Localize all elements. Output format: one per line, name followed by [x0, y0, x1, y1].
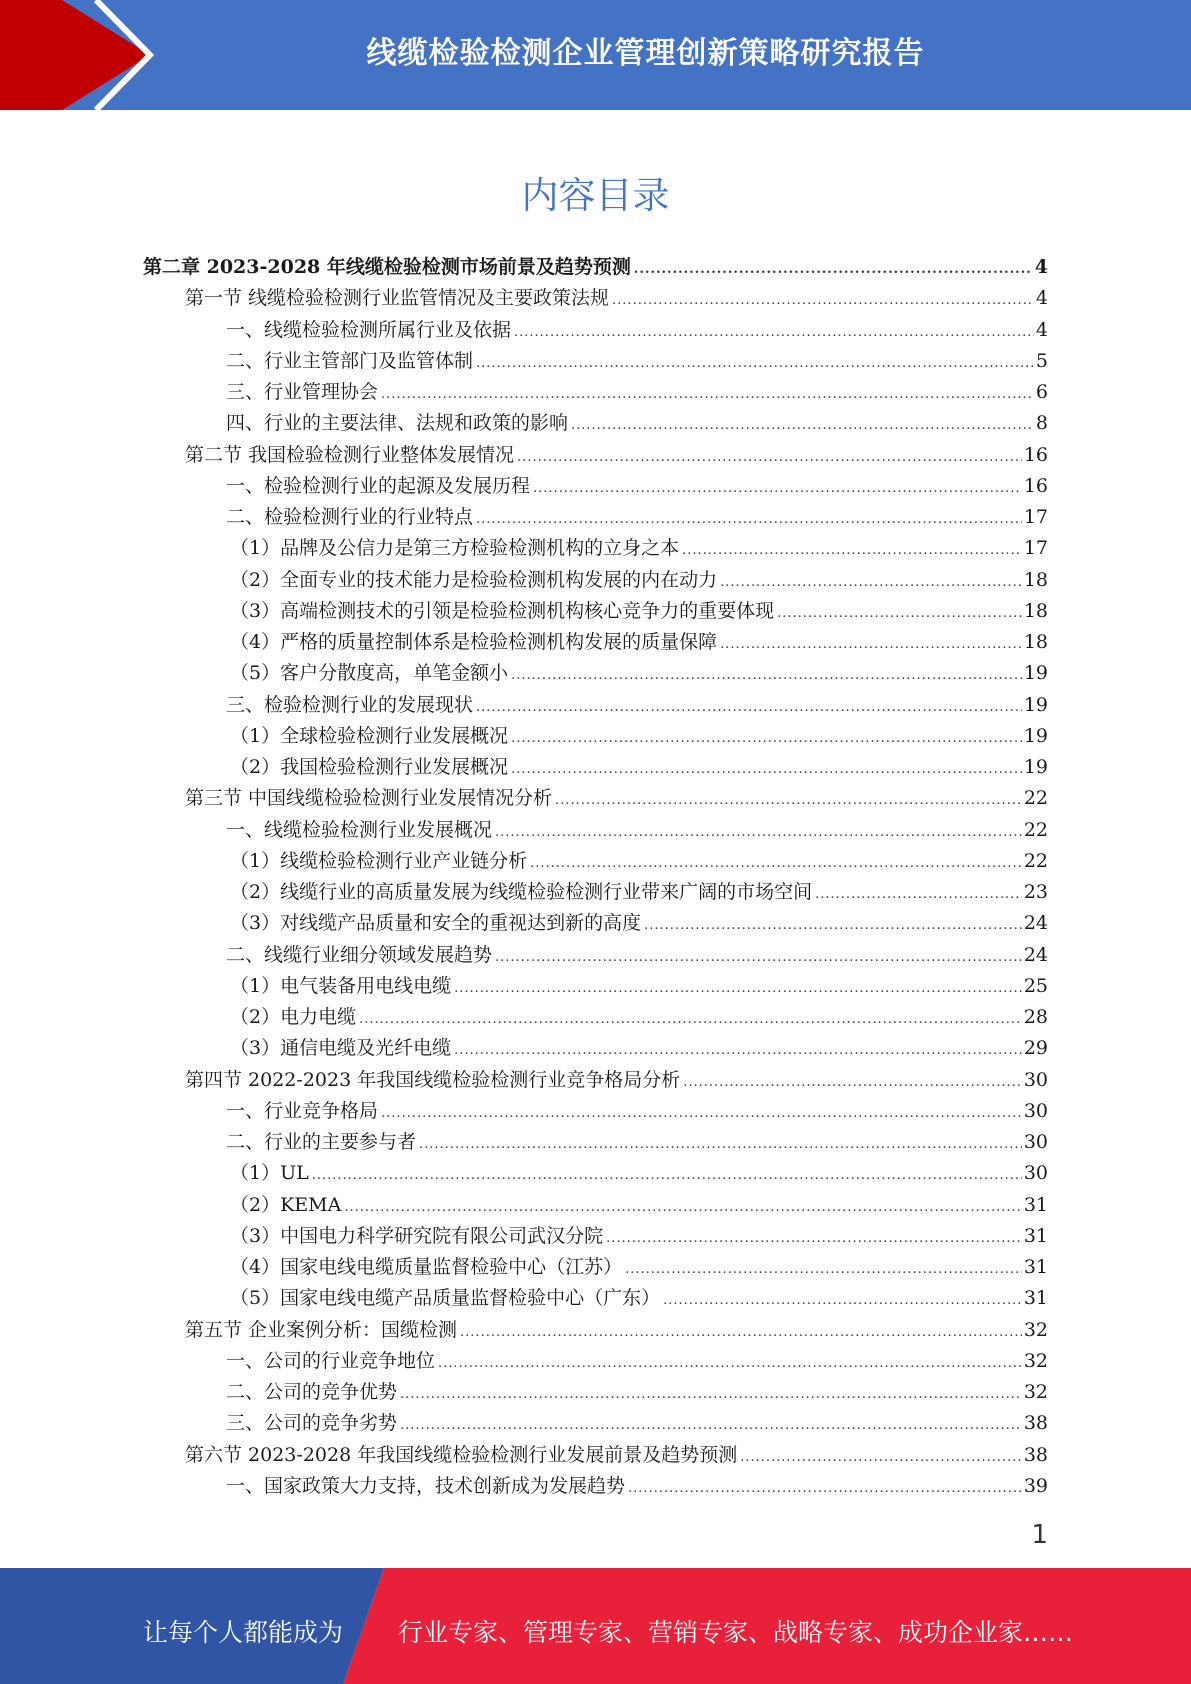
toc-leader-dots [454, 1043, 1022, 1058]
toc-leader-dots [606, 1231, 1022, 1246]
toc-entry-title: （3）中国电力科学研究院有限公司武汉分院 [230, 1224, 604, 1247]
toc-entry[interactable] [185, 1065, 1048, 1096]
toc-leader-dots [815, 887, 1022, 902]
header-banner [0, 0, 1191, 110]
toc-entry[interactable] [230, 877, 1048, 908]
toc-leader-dots [419, 1137, 1022, 1152]
toc-entry-title: 二、线缆行业细分领域发展趋势 [226, 943, 493, 966]
toc-entry-page: 25 [1023, 974, 1048, 997]
toc-leader-dots [720, 575, 1022, 590]
toc-entry-page: 23 [1023, 881, 1048, 903]
toc-leader-dots [625, 1262, 1022, 1277]
toc-entry-title: 二、行业的主要参与者 [226, 1131, 417, 1153]
toc-entry[interactable] [230, 1190, 1048, 1221]
page-number: 1 [1031, 1520, 1048, 1550]
toc-entry-page: 32 [1023, 1349, 1048, 1372]
toc-entry-title: 三、行业管理协会 [226, 381, 379, 403]
toc-entry-page: 28 [1023, 1006, 1048, 1028]
toc-entry-page: 39 [1023, 1474, 1048, 1497]
toc-entry[interactable] [185, 283, 1048, 314]
toc-entry-title: 一、检验检测行业的起源及发展历程 [226, 474, 531, 497]
toc-entry[interactable] [230, 565, 1048, 596]
toc-leader-dots [683, 1075, 1022, 1090]
toc-entry-page: 30 [1023, 1131, 1048, 1153]
toc-entry[interactable] [230, 1158, 1048, 1189]
toc-entry-page: 22 [1023, 818, 1048, 841]
toc-leader-dots [359, 1012, 1022, 1027]
toc-entry[interactable] [226, 1127, 1048, 1158]
toc-entry-title: 二、检验检测行业的行业特点 [226, 506, 474, 528]
toc-entry-title: 第一节 线缆检验检测行业监管情况及主要政策法规 [185, 287, 610, 310]
toc-entry[interactable] [185, 440, 1048, 471]
toc-entry-title: （1）电气装备用电线电缆 [230, 974, 452, 997]
toc-entry[interactable] [185, 1315, 1048, 1346]
toc-entry-page: 19 [1023, 662, 1048, 685]
toc-entry-title: （2）线缆行业的高质量发展为线缆检验检测行业带来广阔的市场空间 [230, 881, 813, 903]
toc-entry-title: （2）全面专业的技术能力是检验检测机构发展的内在动力 [230, 568, 718, 591]
toc-entry-title: 第三节 中国线缆检验检测行业发展情况分析 [185, 787, 553, 810]
toc-leader-dots [517, 450, 1022, 465]
toc-entry[interactable] [230, 721, 1048, 752]
toc-entry[interactable] [230, 1002, 1048, 1033]
toc-entry-page: 6 [1035, 381, 1048, 403]
toc-entry-page: 31 [1023, 1224, 1048, 1247]
toc-entry-page: 4 [1035, 287, 1048, 310]
toc-entry-title: 第四节 2022-2023 年我国线缆检验检测行业竞争格局分析 [185, 1068, 681, 1091]
toc-entry-page: 38 [1023, 1443, 1048, 1466]
toc-entry-page: 4 [1034, 256, 1048, 278]
toc-entry-title: 一、公司的行业竞争地位 [226, 1349, 436, 1372]
toc-entry[interactable] [226, 377, 1048, 408]
toc-leader-dots [454, 981, 1022, 996]
toc-entry-title: 第二节 我国检验检测行业整体发展情况 [185, 443, 515, 466]
toc-entry-title: （3）高端检测技术的引领是检验检测机构核心竞争力的重要体现 [230, 599, 775, 622]
toc-entry[interactable] [226, 1408, 1048, 1439]
toc-entry[interactable] [230, 971, 1048, 1002]
toc-leader-dots [400, 1418, 1022, 1433]
toc-leader-dots [344, 1200, 1021, 1215]
toc-entry-page: 38 [1023, 1412, 1048, 1435]
toc-entry[interactable] [230, 1033, 1048, 1064]
toc-entry-page: 5 [1035, 349, 1048, 372]
toc-entry[interactable] [230, 1221, 1048, 1252]
toc-leader-dots [682, 543, 1022, 558]
toc-entry-page: 30 [1023, 1099, 1048, 1122]
toc-entry[interactable] [230, 1252, 1048, 1283]
toc-entry-page: 17 [1023, 506, 1048, 528]
toc-entry-page: 19 [1023, 693, 1048, 716]
toc-entry-title: （1）UL [230, 1162, 309, 1185]
toc-leader-dots [644, 918, 1022, 933]
toc-entry-page: 24 [1023, 943, 1048, 966]
toc-leader-dots [476, 356, 1034, 371]
toc-entry-title: 三、公司的竞争劣势 [226, 1412, 398, 1435]
toc-entry[interactable] [226, 1471, 1048, 1502]
toc-entry[interactable] [226, 502, 1048, 533]
toc-entry-title: 二、公司的竞争优势 [226, 1381, 398, 1403]
toc-entry-page: 32 [1023, 1381, 1048, 1403]
toc-entry-title: 一、国家政策大力支持，技术创新成为发展趋势 [226, 1474, 626, 1497]
toc-entry-page: 30 [1023, 1068, 1048, 1091]
toc-entry-title: （3）通信电缆及光纤电缆 [230, 1037, 452, 1060]
toc-leader-dots [530, 856, 1022, 871]
toc-leader-dots [663, 1293, 1022, 1308]
footer-slogan-right: 行业专家、管理专家、营销专家、战略专家、成功企业家…… [398, 1618, 1074, 1647]
toc-entry[interactable] [230, 752, 1048, 783]
toc-entry-title: 第六节 2023-2028 年我国线缆检验检测行业发展前景及趋势预测 [185, 1443, 738, 1466]
toc-entry[interactable] [230, 627, 1048, 658]
toc-entry-title: 二、行业主管部门及监管体制 [226, 349, 474, 372]
toc-entry-title: （4）国家电线电缆质量监督检验中心（江苏） [230, 1256, 623, 1278]
toc-leader-dots [720, 637, 1022, 652]
toc-entry-page: 32 [1023, 1318, 1048, 1341]
toc-leader-dots [555, 793, 1022, 808]
toc-entry[interactable] [230, 908, 1048, 939]
toc-leader-dots [400, 1387, 1022, 1402]
toc-entry-page: 16 [1023, 443, 1048, 466]
toc-entry-title: （2）KEMA [230, 1193, 342, 1216]
toc-leader-dots [438, 1356, 1022, 1371]
toc-leader-dots [381, 387, 1034, 402]
toc-entry-title: 第五节 企业案例分析：国缆检测 [185, 1318, 458, 1341]
toc-entry-page: 16 [1023, 474, 1048, 497]
toc-entry-title: （2）电力电缆 [230, 1006, 357, 1028]
toc-entry-title: 三、检验检测行业的发展现状 [226, 693, 474, 716]
toc-entry-title: （1）线缆检验检测行业产业链分析 [230, 849, 528, 872]
toc-entry[interactable] [226, 471, 1048, 502]
toc-entry[interactable] [143, 252, 1048, 283]
toc-entry-title: （2）我国检验检测行业发展概况 [230, 756, 509, 778]
toc-entry-page: 19 [1023, 756, 1048, 778]
toc-entry-page: 22 [1023, 849, 1048, 872]
toc-entry-page: 18 [1023, 599, 1048, 622]
toc-entry-title: （1）品牌及公信力是第三方检验检测机构的立身之本 [230, 537, 680, 560]
toc-entry[interactable] [185, 783, 1048, 814]
toc-leader-dots [571, 418, 1034, 433]
toc-entry[interactable] [230, 846, 1048, 877]
toc-entry[interactable] [226, 815, 1048, 846]
toc-entry[interactable] [226, 1346, 1048, 1377]
toc-leader-dots [476, 512, 1022, 527]
toc-entry[interactable] [226, 690, 1048, 721]
toc-entry[interactable] [226, 1377, 1048, 1408]
toc-entry[interactable] [230, 596, 1048, 627]
toc-leader-dots [495, 950, 1022, 965]
toc-entry[interactable] [230, 658, 1048, 689]
toc-leader-dots [514, 325, 1034, 340]
toc-entry[interactable] [185, 1440, 1048, 1471]
toc-entry-page: 8 [1035, 412, 1048, 435]
toc-heading: 内容目录 [521, 174, 670, 217]
toc-leader-dots [495, 825, 1022, 840]
footer-slogan-left: 让每个人都能成为 [143, 1618, 344, 1647]
toc-leader-dots [628, 1481, 1022, 1496]
toc-leader-dots [476, 700, 1022, 715]
toc-entry-page: 18 [1023, 568, 1048, 591]
report-title: 线缆检验检测企业管理创新策略研究报告 [366, 36, 925, 71]
toc-leader-dots [533, 481, 1022, 496]
toc-entry-title: （1）全球检验检测行业发展概况 [230, 724, 509, 747]
toc-entry-title: （5）国家电线电缆产品质量监督检验中心（广东） [230, 1287, 661, 1310]
toc-entry[interactable] [226, 315, 1048, 346]
toc-leader-dots [511, 762, 1022, 777]
toc-entry-page: 31 [1023, 1287, 1048, 1310]
toc-entry-page: 17 [1023, 537, 1048, 560]
toc-entry[interactable] [226, 1096, 1048, 1127]
toc-leader-dots [777, 606, 1022, 621]
toc-entry-title: （3）对线缆产品质量和安全的重视达到新的高度 [230, 912, 642, 935]
toc-entry[interactable] [226, 940, 1048, 971]
toc-entry-title: （4）严格的质量控制体系是检验检测机构发展的质量保障 [230, 631, 718, 653]
toc-entry-page: 31 [1023, 1193, 1048, 1216]
toc-entry[interactable] [226, 346, 1048, 377]
toc-leader-dots [460, 1325, 1022, 1340]
toc-entry-page: 24 [1023, 912, 1048, 935]
toc-leader-dots [612, 293, 1034, 308]
toc-entry-title: 一、行业竞争格局 [226, 1099, 379, 1122]
toc-entry-page: 18 [1023, 631, 1048, 653]
toc-entry-page: 29 [1023, 1037, 1048, 1060]
toc-entry[interactable] [230, 533, 1048, 564]
toc-entry-page: 19 [1023, 724, 1048, 747]
toc-entry-page: 31 [1023, 1256, 1048, 1278]
toc-entry-title: 第二章 2023-2028 年线缆检验检测市场前景及趋势预测 [143, 256, 631, 278]
toc-entry-page: 22 [1023, 787, 1048, 810]
toc-entry-title: （5）客户分散度高，单笔金额小 [230, 662, 509, 685]
toc-entry-page: 4 [1035, 318, 1048, 341]
toc-leader-dots [634, 262, 1033, 277]
toc-leader-dots [312, 1168, 1022, 1183]
toc-leader-dots [740, 1450, 1022, 1465]
toc-leader-dots [511, 731, 1022, 746]
toc-entry-title: 一、线缆检验检测行业发展概况 [226, 818, 493, 841]
toc-entry[interactable] [230, 1283, 1048, 1314]
toc-entry-title: 四、行业的主要法律、法规和政策的影响 [226, 412, 569, 435]
toc-entry-title: 一、线缆检验检测所属行业及依据 [226, 318, 512, 341]
footer-banner [0, 1568, 1191, 1684]
toc-entry[interactable] [226, 408, 1048, 439]
toc-leader-dots [511, 668, 1022, 683]
toc-leader-dots [381, 1106, 1022, 1121]
toc-entry-page: 30 [1023, 1162, 1048, 1185]
